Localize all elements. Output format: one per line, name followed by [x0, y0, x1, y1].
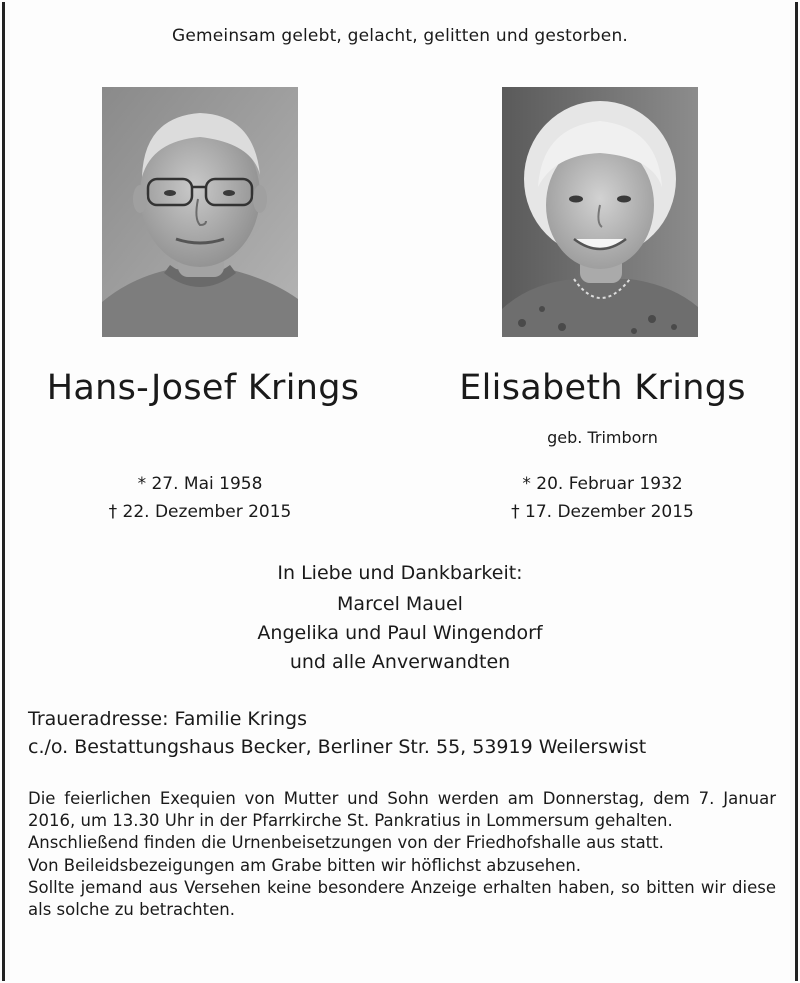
details-paragraph: Sollte jemand aus Versehen keine besondere Anzeige erhalten haben, so bitten wir diese als solche zu betrachten. [28, 877, 776, 920]
death-date: † 22. Dezember 2015 [108, 502, 292, 522]
birth-date: * 20. Februar 1932 [522, 474, 683, 494]
mourner-line: Marcel Mauel [337, 593, 463, 615]
person-name-hans-josef: Hans-Josef Krings [46, 368, 360, 408]
motto: Gemeinsam gelebt, gelacht, gelitten und gestorben. [171, 26, 629, 46]
address-line: c./o. Bestattungshaus Becker, Berliner Str. 55, 53919 Weilerswist [28, 736, 647, 758]
details-paragraph: Anschließend finden die Urnenbeisetzungen von der Friedhofshalle aus statt. [28, 833, 664, 853]
portrait-woman-photo [502, 87, 698, 337]
death-date: † 17. Dezember 2015 [511, 502, 694, 522]
mourning-address [28, 705, 778, 761]
thanks-section [0, 559, 800, 677]
mourner-line: Angelika und Paul Wingendorf [257, 622, 543, 644]
birth-date: * 27. Mai 1958 [137, 474, 263, 494]
dates-hans-josef [30, 470, 370, 526]
mourner-line: und alle Anverwandten [289, 651, 511, 673]
dates-elisabeth [430, 470, 775, 526]
details-paragraph: Die feierlichen Exequien von Mutter und Sohn werden am Donnerstag, dem 7. Januar 2016, um 13.30 Uhr in der Pfarrkirche St. Pankratius in Lommersum gehalten. [28, 789, 776, 831]
thanks-heading: In Liebe und Dankbarkeit: [277, 562, 523, 584]
address-line: Traueradresse: Familie Krings [28, 708, 307, 730]
maiden-name: geb. Trimborn [547, 428, 658, 447]
person-name-elisabeth: Elisabeth Krings [459, 368, 746, 408]
funeral-details [28, 788, 776, 921]
portrait-man-photo [102, 87, 298, 337]
details-paragraph: Von Beileidsbezeigungen am Grabe bitten wir höflichst abzusehen. [28, 855, 582, 875]
